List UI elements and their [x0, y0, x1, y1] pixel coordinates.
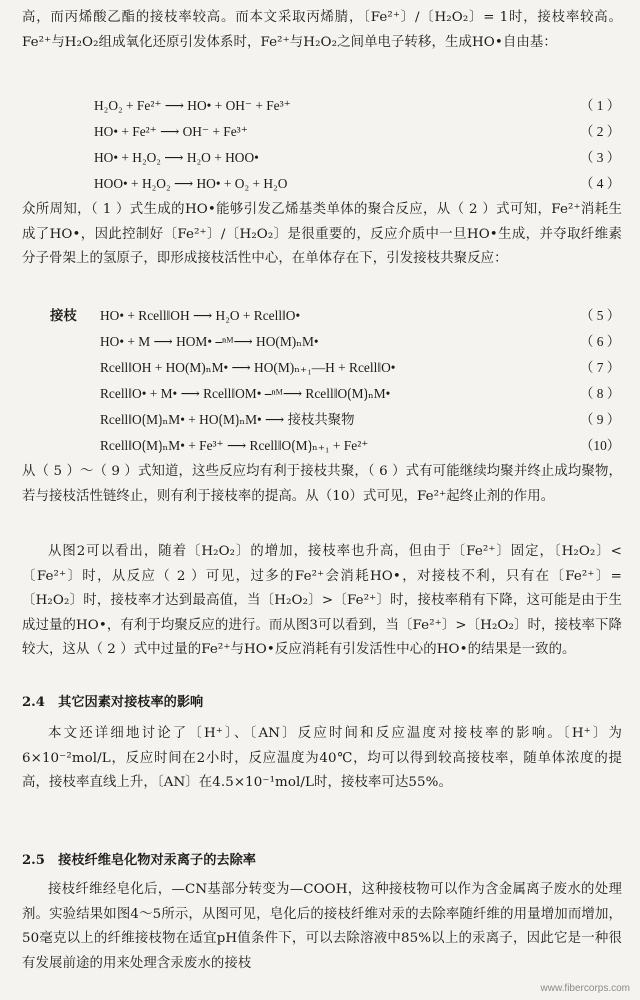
equation-number-4: （ 4 ）	[580, 176, 621, 191]
paragraph-discussion: 从（ 5 ）～（ 9 ）式知道，这些反应均有利于接枝共聚，（ 6 ）式有可能继续均聚并终止成均聚物，若与接枝活性链终止，则有利于接枝率的提高。从（10）式可见，Fe²⁺起终止剂的作用。	[22, 464, 622, 504]
paragraph-2-5: 接枝纤维经皂化后，—CN基部分转变为—COOH，这种接枝物可以作为含金属离子废水的处理剂。实验结果如图4～5所示，从图可见，皂化后的接枝纤维对汞的去除率随纤维的用量增加而增加，50毫克以上的纤维接枝物在适宜pH值条件下，可以去除溶液中85%以上的汞离子，因此它是一种很有发展前途的用来处理含汞废水的接枝	[22, 882, 622, 971]
equation-number-9: （ 9 ）	[580, 412, 621, 427]
paragraph-2-4: 本文还详细地讨论了〔H⁺〕、〔AN〕反应时间和反应温度对接枝率的影响。〔H⁺〕为6×10⁻²mol/L，反应时间在2小时，反应温度为40℃，均可以得到较高接枝率，随单体浓度的提高，接枝率直线上升，〔AN〕在4.5×10⁻¹mol/L时，接枝率可达55%。	[22, 726, 622, 790]
graft-label: 接枝	[50, 308, 77, 324]
equation-5: HO• + Rcell‖OH ⟶ H₂O + Rcell‖O•	[100, 308, 301, 323]
paragraph-intro: 高，而丙烯酸乙酯的接枝率较高。而本文采取丙烯腈，〔Fe²⁺〕/〔H₂O₂〕= 1时，接枝率较高。Fe²⁺与H₂O₂组成氧化还原引发体系时，Fe²⁺与H₂O₂之间单电子转移，生成HO•自由基：	[22, 10, 622, 50]
equation-number-5: （ 5 ）	[580, 308, 621, 323]
equation-7: Rcell‖OH + HO(M)ₙM• ⟶ HO(M)ₙ₊₁—H + Rcell‖O•	[100, 360, 396, 375]
equation-number-3: （ 3 ）	[580, 150, 621, 165]
equation-number-2: （ 2 ）	[580, 124, 621, 139]
section-heading-2-5: 2.5 接枝纤维皂化物对汞离子的去除率	[22, 853, 256, 868]
paragraph-figure2: 从图2可以看出，随着〔H₂O₂〕的增加，接枝率也升高，但由于〔Fe²⁺〕固定，〔H₂O₂〕<〔Fe²⁺〕时，从反应（ 2 ）可见，过多的Fe²⁺会消耗HO•，对接枝不利，只有在〔Fe²⁺〕=〔H₂O₂〕时，接枝率才达到最高值，当〔H₂O₂〕>〔Fe²⁺〕时，接枝率稍有下降，这可能是由于生成过量的HO•，有利于均聚反应的进行。而从图3可以看到，当〔Fe²⁺〕>〔H₂O₂〕时，接枝率下降较大，这从（ 2 ）式中过量的Fe²⁺与HO•反应消耗有引发活性中心的HO•的结果是一致的。	[22, 544, 622, 657]
equation-3: HO• + H₂O₂ ⟶ H₂O + HOO•	[94, 150, 259, 165]
equation-2: HO• + Fe²⁺ ⟶ OH⁻ + Fe³⁺	[94, 124, 248, 139]
section-heading-2-4: 2.4 其它因素对接枝率的影响	[22, 695, 204, 710]
equation-6: HO• + M ⟶ HOM• ⎯ⁿᴹ⟶ HO(M)ₙM•	[100, 334, 319, 349]
paragraph-mechanism: 众所周知，（ 1 ）式生成的HO•能够引发乙烯基类单体的聚合反应，从（ 2 ）式可知，Fe²⁺消耗生成了HO•，因此控制好〔Fe²⁺〕/〔H₂O₂〕是很重要的，反应介质中一旦HO•生成，并夺取纤维素分子骨架上的氢原子，即形成接枝活性中心，在单体存在下，引发接枝共聚反应：	[22, 202, 622, 266]
equation-number-1: （ 1 ）	[580, 98, 621, 113]
equation-number-8: （ 8 ）	[580, 386, 621, 401]
equation-number-10: （10）	[580, 438, 621, 453]
equation-4: HOO• + H₂O₂ ⟶ HO• + O₂ + H₂O	[94, 176, 288, 191]
equation-9: Rcell‖O⟮M⟯ₙM• + HO⟮M⟯ₙM• ⟶ 接枝共聚物	[100, 412, 355, 427]
equation-1: H₂O₂ + Fe²⁺ ⟶ HO• + OH⁻ + Fe³⁺	[94, 98, 291, 113]
equation-number-6: （ 6 ）	[580, 334, 621, 349]
watermark: www.fibercorps.com	[540, 983, 630, 994]
equation-10: Rcell‖O⟮M⟯ₙM• + Fe³⁺ ⟶ Rcell‖O⟮M⟯ₙ₊₁ + Fe²⁺	[100, 438, 369, 453]
equation-8: Rcell‖O• + M• ⟶ Rcell‖OM• ⎯ⁿᴹ⟶ Rcell‖O⟮M⟯ₙM•	[100, 386, 391, 401]
equation-number-7: （ 7 ）	[580, 360, 621, 375]
